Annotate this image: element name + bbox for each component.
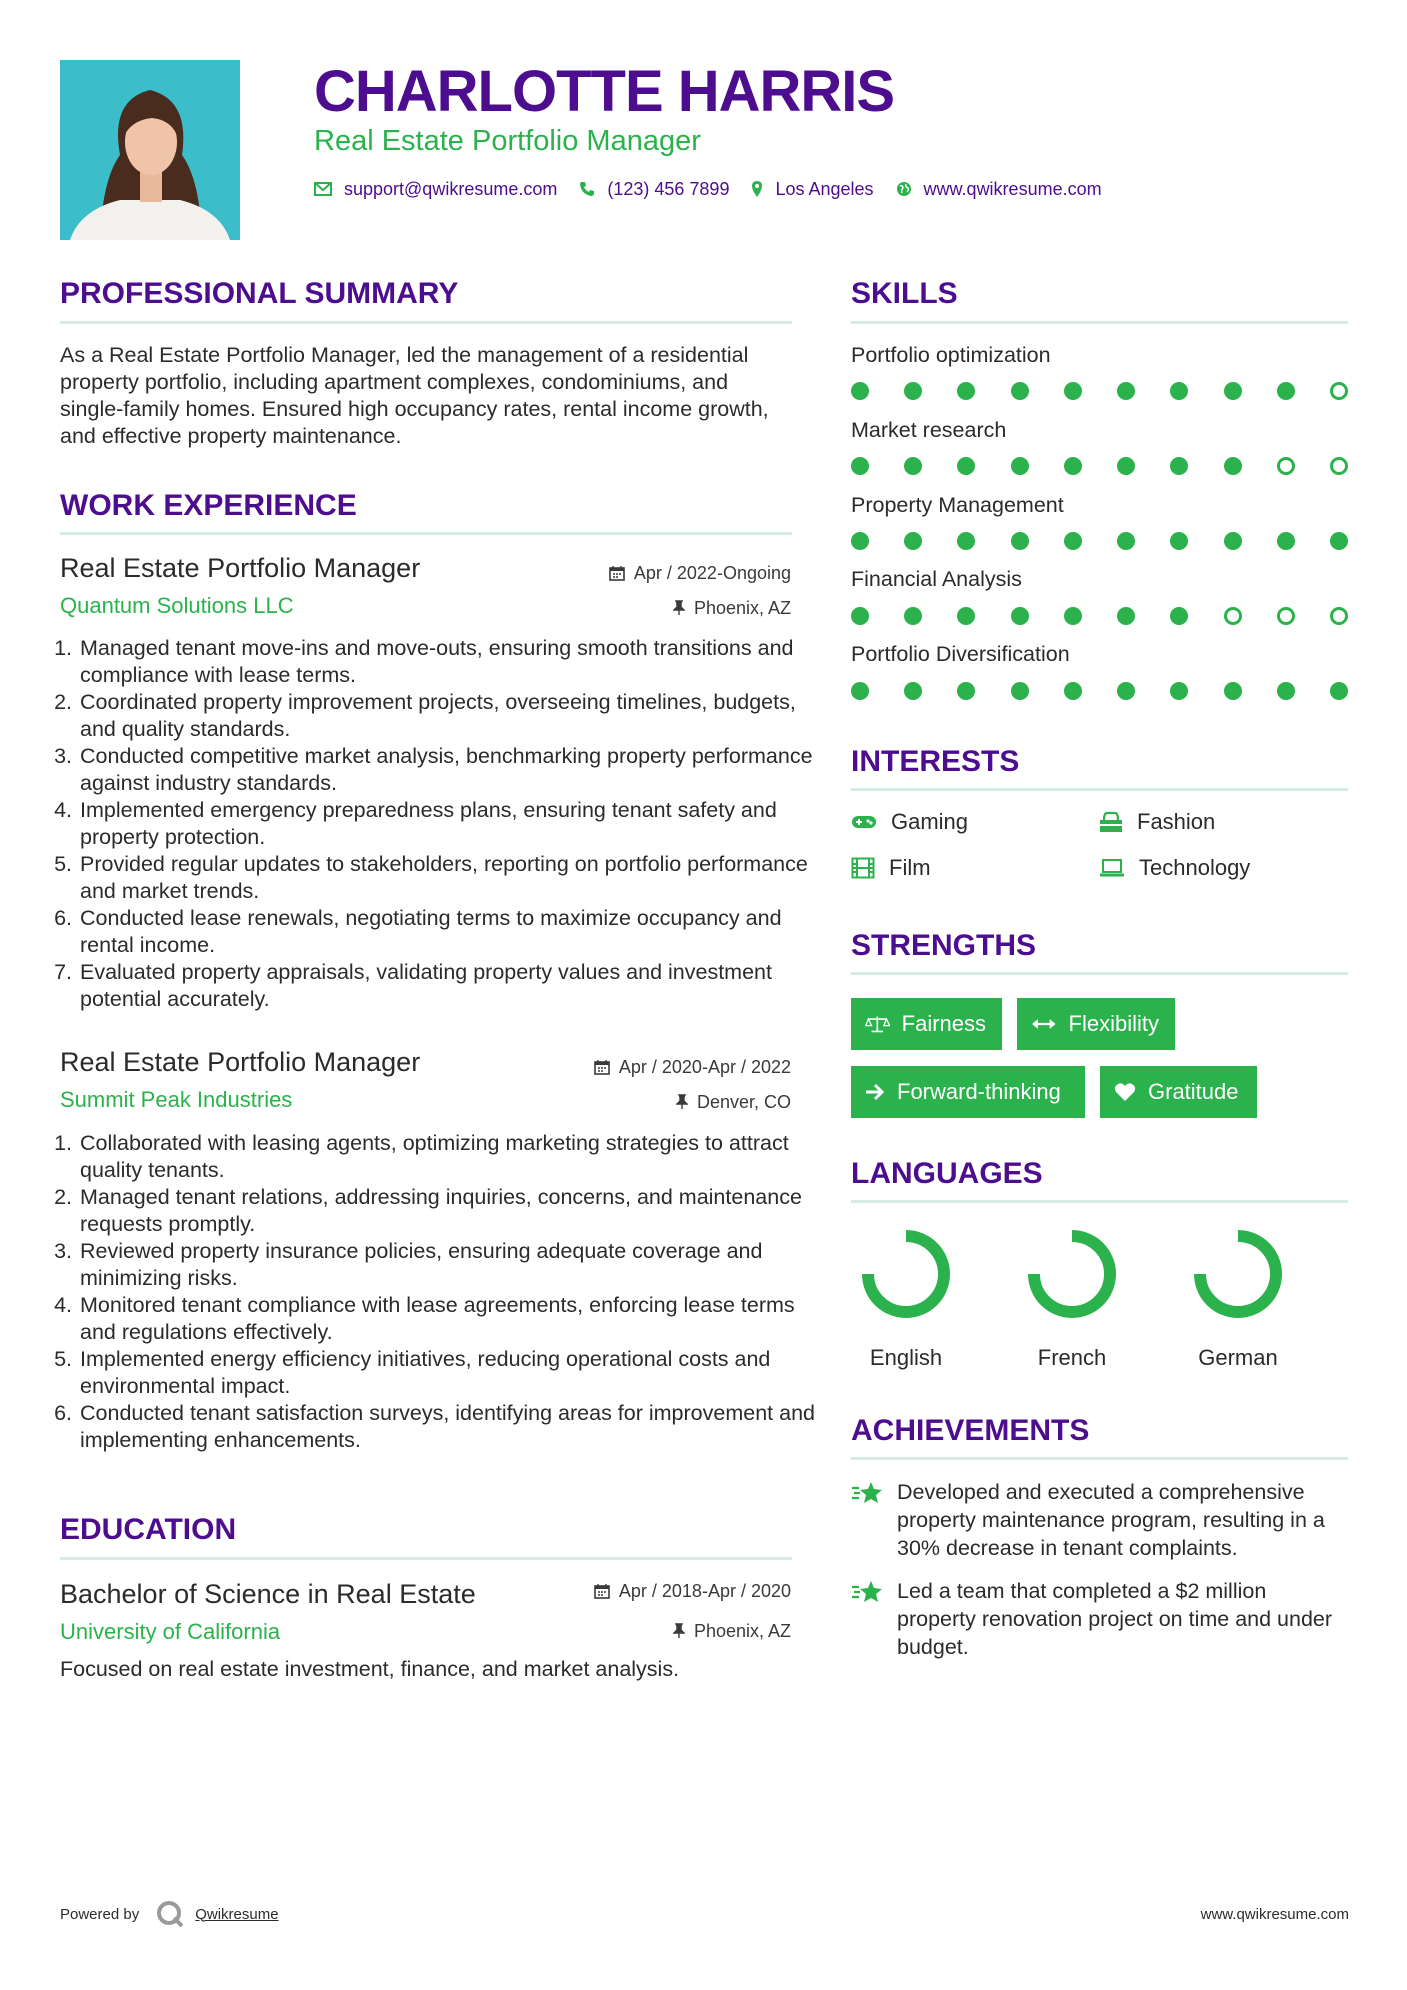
job-2-location-text: Denver, CO xyxy=(696,1092,791,1112)
skill-dot xyxy=(1277,457,1295,475)
strengths-rule xyxy=(851,972,1348,975)
interests-rule xyxy=(851,788,1348,791)
thumbtack-icon xyxy=(676,1094,688,1110)
languages-heading: LANGUAGES xyxy=(851,1157,1043,1190)
skill-dot xyxy=(1170,457,1188,475)
summary-text: As a Real Estate Portfolio Manager, led the management of a residential property portfolio, including apartment complexes, condominiums, and single-family homes. Ensured high occupancy rates, rental income growth, and effective property maintenance. xyxy=(60,343,769,448)
skill-dot xyxy=(957,532,975,550)
achievements-rule xyxy=(851,1457,1348,1460)
job-1-location xyxy=(673,597,791,619)
shooting-star-icon xyxy=(851,1579,885,1605)
interest-label: Film xyxy=(889,855,931,880)
shooting-star-icon xyxy=(851,1480,885,1506)
contact-website[interactable]: www.qwikresume.com xyxy=(923,178,1102,199)
interest-label: Fashion xyxy=(1137,809,1216,834)
strength-label: Forward-thinking xyxy=(897,1079,1061,1104)
skill-dot xyxy=(957,682,975,700)
skill-dot xyxy=(904,457,922,475)
contact-email[interactable]: support@qwikresume.com xyxy=(344,178,558,199)
calendar-icon xyxy=(594,1059,610,1075)
skill-dot xyxy=(1170,682,1188,700)
education-degree: Bachelor of Science in Real Estate xyxy=(60,1579,476,1609)
list-item: 5. Provided regular updates to stakeholders, reporting on portfolio performance and market trends. xyxy=(78,851,818,905)
phone-icon xyxy=(579,181,595,197)
map-marker-icon xyxy=(751,180,763,198)
shopping-bag-icon xyxy=(1099,811,1123,833)
skill-dot xyxy=(1011,682,1029,700)
achievements-heading: ACHIEVEMENTS xyxy=(851,1414,1090,1447)
job-1-dates-text: Apr / 2022-Ongoing xyxy=(633,563,791,583)
skill-dot xyxy=(957,607,975,625)
achievement-item xyxy=(851,1577,1351,1661)
skill-dot xyxy=(1277,607,1295,625)
person-portrait-icon xyxy=(60,60,240,240)
thumbtack-icon xyxy=(673,600,685,616)
skill-dot xyxy=(851,532,869,550)
skill-dot xyxy=(1064,607,1082,625)
skill-dot xyxy=(851,382,869,400)
job-2-dates xyxy=(594,1056,791,1078)
interest-gaming xyxy=(851,808,968,836)
footer-powered-by xyxy=(60,1899,279,1929)
laptop-icon xyxy=(1099,858,1125,878)
skill-dot xyxy=(1117,682,1135,700)
experience-heading: WORK EXPERIENCE xyxy=(60,489,357,522)
language-label: German xyxy=(1198,1345,1278,1370)
achievement-item xyxy=(851,1478,1351,1562)
list-item: 1. Managed tenant move-ins and move-outs, ensuring smooth transitions and compliance with lease terms. xyxy=(78,635,818,689)
thumbtack-icon xyxy=(673,1623,685,1639)
list-item: 3. Reviewed property insurance policies, ensuring adequate coverage and minimizing risks. xyxy=(78,1238,818,1292)
summary-rule xyxy=(60,321,792,324)
education-dates xyxy=(594,1580,791,1602)
skill-dot xyxy=(1277,682,1295,700)
skill-label: Market research xyxy=(851,418,1007,442)
list-item: 7. Evaluated property appraisals, validating property values and investment potential accurately. xyxy=(78,959,818,1013)
skill-dot xyxy=(1170,382,1188,400)
list-item: 4. Implemented emergency preparedness plans, ensuring tenant safety and property protection. xyxy=(78,797,818,851)
footer-url[interactable]: www.qwikresume.com xyxy=(1200,1906,1349,1923)
calendar-icon xyxy=(609,565,625,581)
skill-dot xyxy=(1011,382,1029,400)
skill-rating xyxy=(851,605,1348,627)
education-location xyxy=(673,1620,791,1642)
skill-dot xyxy=(1224,532,1242,550)
skill-rating xyxy=(851,380,1348,402)
skill-dot xyxy=(1330,382,1348,400)
language-item xyxy=(1168,1226,1308,1372)
contact-phone[interactable]: (123) 456 7899 xyxy=(607,178,730,199)
list-item: 4. Monitored tenant compliance with lease agreements, enforcing lease terms and regulations effectively. xyxy=(78,1292,818,1346)
arrow-right-icon xyxy=(865,1083,885,1101)
list-item: 6. Conducted tenant satisfaction surveys, identifying areas for improvement and implementing enhancements. xyxy=(78,1400,818,1454)
skill-label: Portfolio optimization xyxy=(851,343,1051,367)
skill-dot xyxy=(1170,607,1188,625)
strengths-heading: STRENGTHS xyxy=(851,929,1037,962)
skill-dot xyxy=(1011,532,1029,550)
language-ring xyxy=(1190,1226,1286,1322)
list-item: 3. Conducted competitive market analysis, benchmarking property performance against industry standards. xyxy=(78,743,818,797)
skill-dot xyxy=(1330,532,1348,550)
strength-badge xyxy=(851,998,1002,1050)
skill-dot xyxy=(1064,382,1082,400)
skill-dot xyxy=(1224,607,1242,625)
strength-label: Fairness xyxy=(901,1011,986,1036)
job-2-company: Summit Peak Industries xyxy=(60,1087,293,1112)
skills-rule xyxy=(851,321,1348,324)
skill-dot xyxy=(1117,607,1135,625)
footer-brand-link[interactable]: Qwikresume xyxy=(195,1905,279,1923)
strength-badge xyxy=(851,1066,1085,1118)
languages-rule xyxy=(851,1200,1348,1203)
balance-scale-icon xyxy=(865,1013,890,1035)
achievement-text: Developed and executed a comprehensive property maintenance program, resulting in a 30% decrease in tenant complaints. xyxy=(897,1480,1325,1560)
skill-dot xyxy=(851,682,869,700)
list-item: 5. Implemented energy efficiency initiatives, reducing operational costs and environmental impact. xyxy=(78,1346,818,1400)
skill-dot xyxy=(1117,532,1135,550)
job-1-location-text: Phoenix, AZ xyxy=(693,598,791,618)
job-1-title: Real Estate Portfolio Manager xyxy=(60,553,421,583)
skill-label: Portfolio Diversification xyxy=(851,642,1070,666)
language-ring-arc xyxy=(868,1236,944,1312)
interest-label: Technology xyxy=(1139,855,1251,880)
strength-badge xyxy=(1017,998,1175,1050)
candidate-name: CHARLOTTE HARRIS xyxy=(314,59,895,124)
language-item xyxy=(1002,1226,1142,1372)
heart-icon xyxy=(1114,1082,1136,1102)
skill-dot xyxy=(904,607,922,625)
skill-label: Financial Analysis xyxy=(851,567,1022,591)
education-school: University of California xyxy=(60,1619,281,1644)
skill-dot xyxy=(1224,682,1242,700)
contact-bar xyxy=(314,178,1124,200)
skill-rating xyxy=(851,680,1348,702)
skill-dot xyxy=(904,382,922,400)
job-1-company: Quantum Solutions LLC xyxy=(60,593,294,618)
globe-icon xyxy=(896,181,912,197)
skill-dot xyxy=(1011,607,1029,625)
skill-dot xyxy=(1117,457,1135,475)
skill-dot xyxy=(957,457,975,475)
qwikresume-logo-icon xyxy=(155,1899,185,1929)
language-label: French xyxy=(1037,1345,1107,1370)
skills-heading: SKILLS xyxy=(851,277,958,310)
language-item xyxy=(836,1226,976,1372)
candidate-title: Real Estate Portfolio Manager xyxy=(314,125,701,157)
language-ring xyxy=(858,1226,954,1322)
achievement-text: Led a team that completed a $2 million property renovation project on time and under budget. xyxy=(897,1579,1333,1659)
summary-heading: PROFESSIONAL SUMMARY xyxy=(60,277,459,310)
list-item: 2. Coordinated property improvement projects, overseeing timelines, budgets, and quality standards. xyxy=(78,689,818,743)
skill-dot xyxy=(1277,382,1295,400)
language-ring-arc xyxy=(1034,1236,1110,1312)
skill-dot xyxy=(1064,532,1082,550)
interests-heading: INTERESTS xyxy=(851,745,1020,778)
skill-dot xyxy=(1330,682,1348,700)
interest-film xyxy=(851,854,931,882)
gamepad-icon xyxy=(851,814,877,830)
strength-label: Gratitude xyxy=(1148,1079,1239,1104)
language-ring-arc xyxy=(1200,1236,1276,1312)
job-2-dates-text: Apr / 2020-Apr / 2022 xyxy=(618,1057,791,1077)
skill-dot xyxy=(851,607,869,625)
education-location-text: Phoenix, AZ xyxy=(693,1621,791,1641)
skill-dot xyxy=(1330,457,1348,475)
education-rule xyxy=(60,1557,792,1560)
skill-dot xyxy=(1224,457,1242,475)
envelope-icon xyxy=(314,182,332,196)
skill-dot xyxy=(1170,532,1188,550)
list-item: 6. Conducted lease renewals, negotiating terms to maximize occupancy and rental income. xyxy=(78,905,818,959)
list-item: 1. Collaborated with leasing agents, optimizing marketing strategies to attract quality tenants. xyxy=(78,1130,818,1184)
skill-dot xyxy=(1011,457,1029,475)
list-item: 2. Managed tenant relations, addressing inquiries, concerns, and maintenance requests promptly. xyxy=(78,1184,818,1238)
education-dates-text: Apr / 2018-Apr / 2020 xyxy=(618,1581,791,1601)
profile-photo xyxy=(60,60,240,240)
job-2-title: Real Estate Portfolio Manager xyxy=(60,1047,421,1077)
language-label: English xyxy=(869,1345,943,1370)
skill-dot xyxy=(1064,457,1082,475)
education-description: Focused on real estate investment, finance, and market analysis. xyxy=(60,1657,680,1681)
skill-rating xyxy=(851,455,1348,477)
skill-dot xyxy=(851,457,869,475)
skill-rating xyxy=(851,530,1348,552)
strength-label: Flexibility xyxy=(1068,1011,1159,1036)
interest-technology xyxy=(1099,854,1250,882)
skill-dot xyxy=(904,532,922,550)
calendar-icon xyxy=(594,1583,610,1599)
skill-dot xyxy=(1064,682,1082,700)
skill-dot xyxy=(1117,382,1135,400)
interest-fashion xyxy=(1099,808,1215,836)
skill-dot xyxy=(1330,607,1348,625)
contact-location: Los Angeles xyxy=(775,178,874,199)
interest-label: Gaming xyxy=(891,809,969,834)
skill-dot xyxy=(1277,532,1295,550)
language-ring xyxy=(1024,1226,1120,1322)
job-2-location xyxy=(676,1091,791,1113)
arrows-horizontal-icon xyxy=(1031,1017,1057,1031)
skill-dot xyxy=(1224,382,1242,400)
skill-dot xyxy=(904,682,922,700)
skill-label: Property Management xyxy=(851,493,1064,517)
strength-badge xyxy=(1100,1066,1257,1118)
film-icon xyxy=(851,857,875,879)
powered-by-text: Powered by xyxy=(60,1905,140,1923)
job-1-bullets xyxy=(60,635,818,1013)
job-1-dates xyxy=(609,562,791,584)
experience-rule xyxy=(60,532,792,535)
job-2-bullets xyxy=(60,1130,818,1454)
education-heading: EDUCATION xyxy=(60,1513,237,1546)
skill-dot xyxy=(957,382,975,400)
